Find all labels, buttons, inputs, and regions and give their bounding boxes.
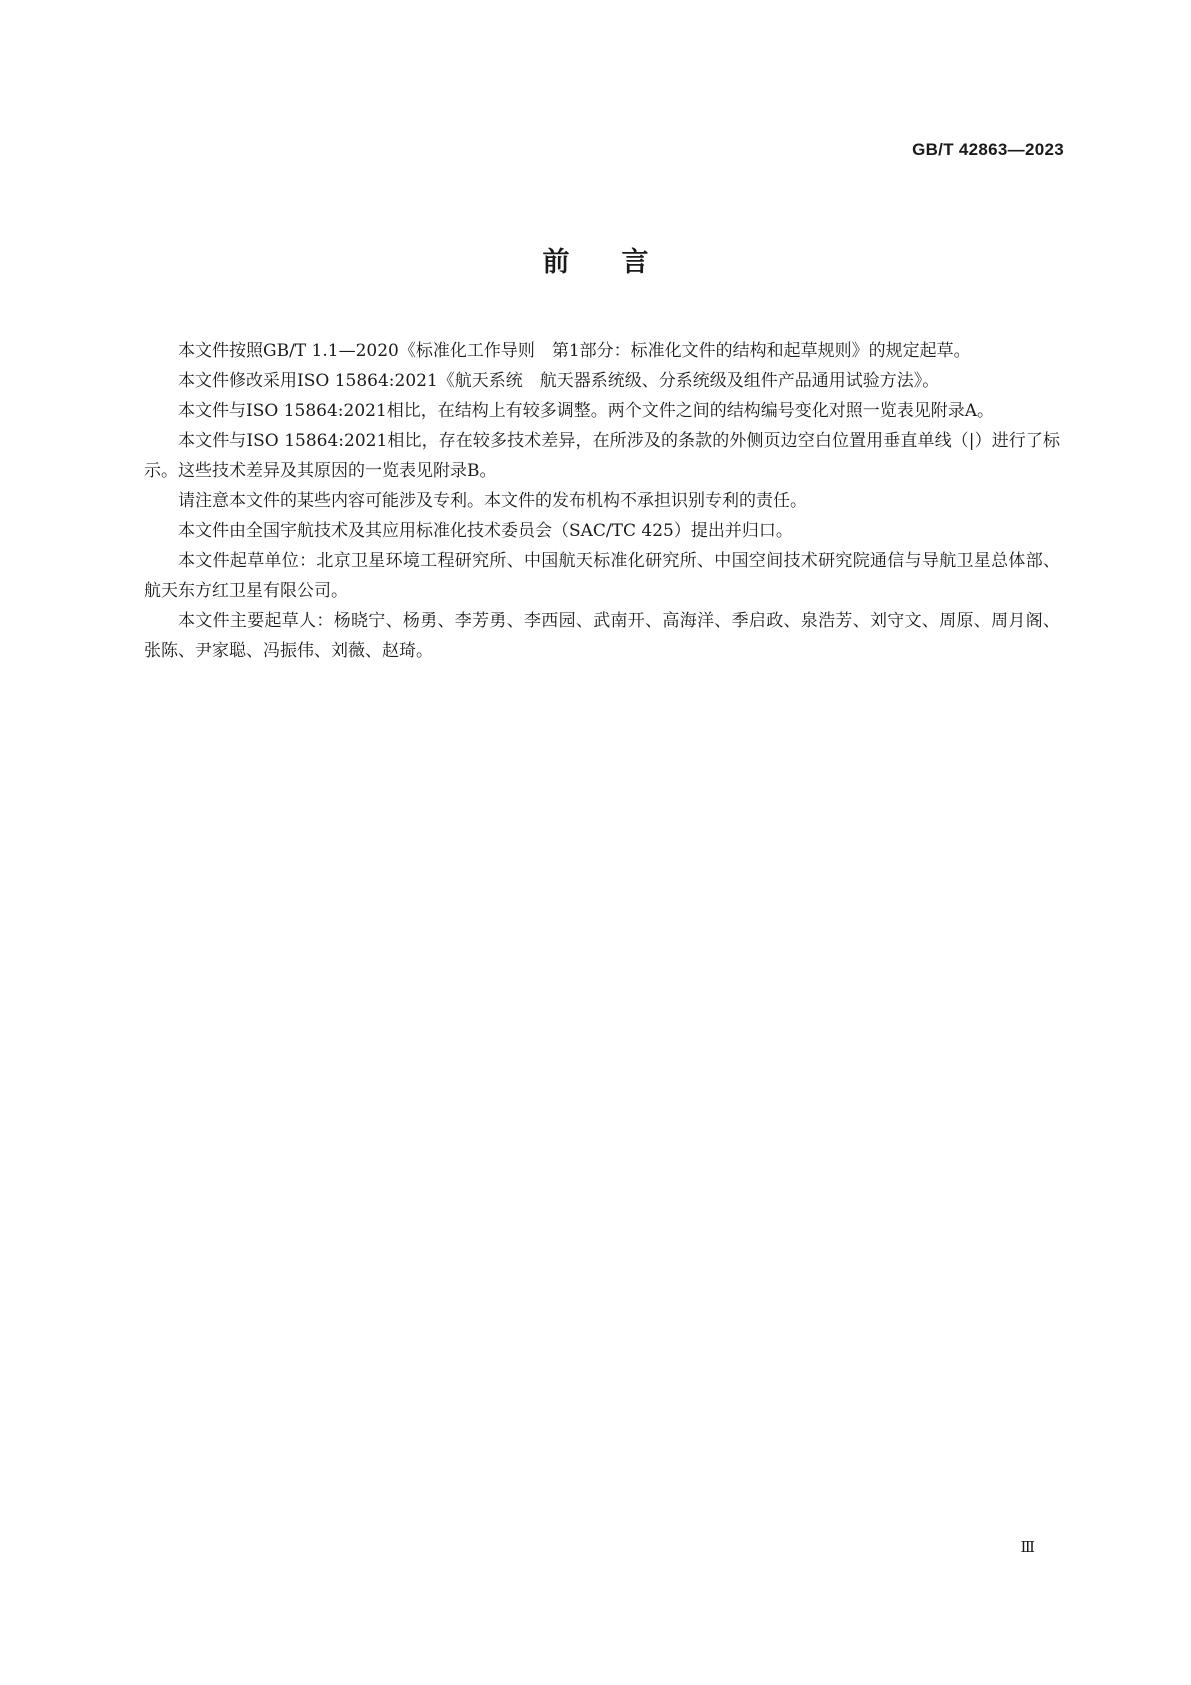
paragraph-structure-changes: 本文件与ISO 15864:2021相比，在结构上有较多调整。两个文件之间的结构编号变化对照一览表见附录A。 xyxy=(178,401,995,421)
paragraph-drafters: 本文件主要起草人：杨晓宁、杨勇、李芳勇、李西园、武南开、高海洋、季启政、泉浩芳、刘守文、周原、周月阁、张陈、尹家聪、冯振伟、刘薇、赵琦。 xyxy=(144,611,1060,661)
paragraph-drafting-units: 本文件起草单位：北京卫星环境工程研究所、中国航天标准化研究所、中国空间技术研究院通信与导航卫星总体部、航天东方红卫星有限公司。 xyxy=(144,551,1060,601)
standard-code: GB/T 42863—2023 xyxy=(912,140,1064,159)
paragraph-adoption: 本文件修改采用ISO 15864:2021《航天系统 航天器系统级、分系统级及组件产品通用试验方法》。 xyxy=(178,371,940,391)
paragraph-drafting-rules: 本文件按照GB/T 1.1—2020《标准化工作导则 第1部分：标准化文件的结构和起草规则》的规定起草。 xyxy=(178,341,971,361)
paragraph-patent-notice: 请注意本文件的某些内容可能涉及专利。本文件的发布机构不承担识别专利的责任。 xyxy=(178,491,807,511)
paragraph-proposer: 本文件由全国宇航技术及其应用标准化技术委员会（SAC/TC 425）提出并归口。 xyxy=(178,521,793,541)
page-number: Ⅲ xyxy=(1020,1538,1035,1556)
page-title: 前言 xyxy=(542,247,701,278)
foreword-body xyxy=(144,336,1060,666)
paragraph-technical-differences: 本文件与ISO 15864:2021相比，存在较多技术差异，在所涉及的条款的外侧页边空白位置用垂直单线（|）进行了标示。这些技术差异及其原因的一览表见附录B。 xyxy=(144,431,1060,481)
